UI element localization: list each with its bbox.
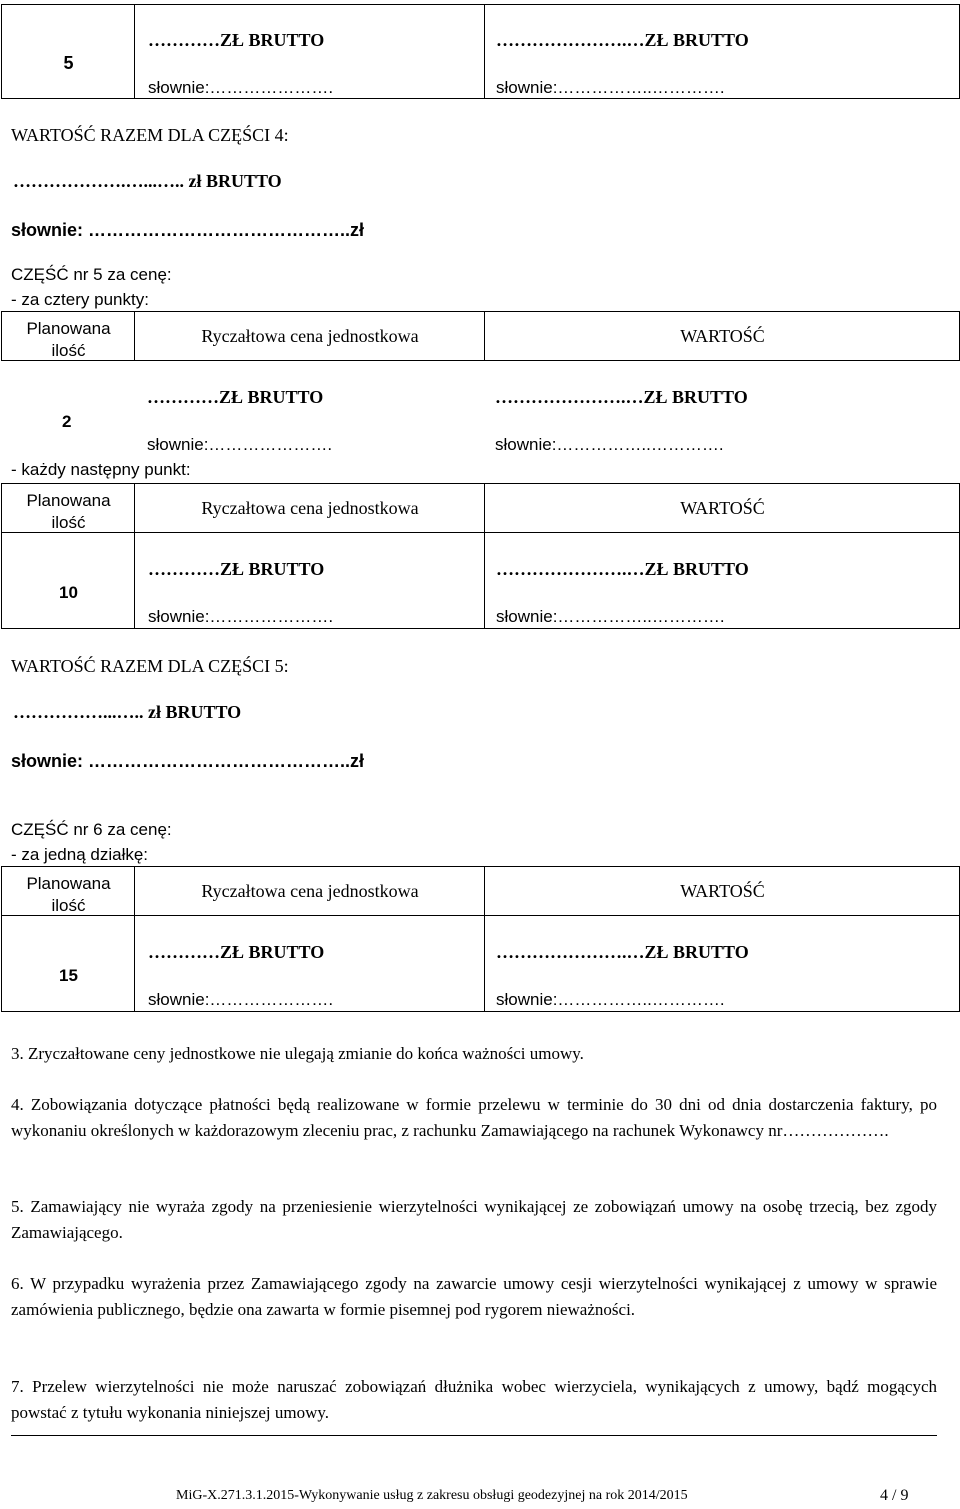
paragraph-6: 6. W przypadku wyrażenia przez Zamawiającego zgody na zawarcie umowy cesji wierzytelności wynikającej z umowy w sprawie zamówienia publicznego, będzie ona zawarta w formie pisemnej pod rygorem nieważności. <box>11 1274 937 1319</box>
part5-next-table <box>1 483 960 629</box>
part5-total-amount: ……………...….. zł BRUTTO <box>13 702 242 722</box>
part4-total-amount: ……………….…...….. zł BRUTTO <box>13 171 282 191</box>
part6-header-price <box>135 867 485 916</box>
part5-next-value-cell <box>485 533 960 629</box>
part6-value-words: słownie:……………..…………. <box>496 990 725 1009</box>
part4-price: …………ZŁ BRUTTO <box>148 30 325 50</box>
part5-four-value-words: słownie:……………..…………. <box>495 435 724 454</box>
header-qty-line2: ilość <box>51 896 86 915</box>
header-value: WARTOŚĆ <box>680 326 765 346</box>
part4-price-cell <box>135 5 485 99</box>
part6-sub: - za jedną działkę: <box>11 845 149 864</box>
footer-doc-ref: MiG-X.271.3.1.2015-Wykonywanie usług z zakresu obsługi geodezyjnej na rok 2014/2015 <box>176 1488 688 1503</box>
part5-next-value-words: słownie:……………..…………. <box>496 607 725 626</box>
part6-table <box>1 866 960 1012</box>
paragraph-5: 5. Zamawiający nie wyraża zgody na przeniesienie wierzytelności wynikającej ze zobowiązań umowy na osobę trzecią, bez zgody Zamawiającego. <box>11 1197 937 1242</box>
part5-next-value: ………………….…ZŁ BRUTTO <box>496 559 749 579</box>
header-qty-line2: ilość <box>51 341 86 360</box>
part5-four-value: ………………….…ZŁ BRUTTO <box>495 387 748 407</box>
part5-four-qty: 2 <box>62 412 72 431</box>
part5-next-price-cell <box>135 533 485 629</box>
header-value: WARTOŚĆ <box>680 498 765 518</box>
part5-total-words: słownie: ……………………………………..zł <box>11 751 365 771</box>
part5-four-price: …………ZŁ BRUTTO <box>147 387 324 407</box>
header-qty-line1: Planowana <box>26 491 111 510</box>
part5-four-table <box>1 311 960 361</box>
part4-qty: 5 <box>63 53 74 73</box>
part4-qty-cell <box>2 5 135 99</box>
header-value: WARTOŚĆ <box>680 881 765 901</box>
header-qty-line1: Planowana <box>26 319 111 338</box>
part5-next-header-price <box>135 484 485 533</box>
header-qty-line2: ilość <box>51 513 86 532</box>
part5-sub-four: - za cztery punkty: <box>11 290 149 309</box>
part6-price-cell <box>135 916 485 1012</box>
footer-page-number: 4 / 9 <box>880 1487 909 1504</box>
part5-four-header-price <box>135 312 485 361</box>
part6-header-value <box>485 867 960 916</box>
header-price: Ryczałtowa cena jednostkowa <box>201 326 419 346</box>
part5-four-price-words: słownie:…………………. <box>147 435 333 454</box>
part5-heading: CZĘŚĆ nr 5 za cenę: <box>11 265 172 284</box>
header-qty-line1: Planowana <box>26 874 111 893</box>
part5-next-qty: 10 <box>59 583 78 602</box>
part6-qty: 15 <box>59 966 78 985</box>
part6-heading: CZĘŚĆ nr 6 za cenę: <box>11 820 172 839</box>
header-price: Ryczałtowa cena jednostkowa <box>201 498 419 518</box>
header-price: Ryczałtowa cena jednostkowa <box>201 881 419 901</box>
part6-header-qty <box>2 867 135 916</box>
part6-qty-cell <box>2 916 135 1012</box>
part4-total-words: słownie: ……………………………………..zł <box>11 220 365 240</box>
part4-table <box>1 4 960 99</box>
paragraph-3: 3. Zryczałtowane ceny jednostkowe nie ulegają zmianie do końca ważności umowy. <box>11 1044 584 1063</box>
part6-value-cell <box>485 916 960 1012</box>
paragraph-7: 7. Przelew wierzytelności nie może naruszać zobowiązań dłużnika wobec wierzyciela, wynikających z umowy, bądź mogących powstać z tytułu wykonania niniejszej umowy. <box>11 1377 937 1422</box>
part6-price: …………ZŁ BRUTTO <box>148 942 325 962</box>
part4-total-heading: WARTOŚĆ RAZEM DLA CZĘŚCI 4: <box>11 125 289 145</box>
part5-next-price: …………ZŁ BRUTTO <box>148 559 325 579</box>
part4-value-cell <box>485 5 960 99</box>
paragraph-4: 4. Zobowiązania dotyczące płatności będą realizowane w formie przelewu w terminie do 30 dni od dnia dostarczenia faktury, po wykonaniu określonych w każdorazowym zleceniu prac, z rachunku Zamawiającego na rachunek Wykonawcy nr………………. <box>11 1095 937 1140</box>
part6-price-words: słownie:…………………. <box>148 990 334 1009</box>
footer-divider <box>11 1435 937 1436</box>
part5-next-header-value <box>485 484 960 533</box>
part4-price-words: słownie:…………………. <box>148 78 334 97</box>
part4-value: ………………….…ZŁ BRUTTO <box>496 30 749 50</box>
part5-four-header-value <box>485 312 960 361</box>
part5-sub-next: - każdy następny punkt: <box>11 460 191 479</box>
part5-next-price-words: słownie:…………………. <box>148 607 334 626</box>
part5-four-header-qty <box>2 312 135 361</box>
part5-next-qty-cell <box>2 533 135 629</box>
part5-total-heading: WARTOŚĆ RAZEM DLA CZĘŚCI 5: <box>11 656 289 676</box>
part6-value: ………………….…ZŁ BRUTTO <box>496 942 749 962</box>
part4-value-words: słownie:……………..…………. <box>496 78 725 97</box>
part5-next-header-qty <box>2 484 135 533</box>
